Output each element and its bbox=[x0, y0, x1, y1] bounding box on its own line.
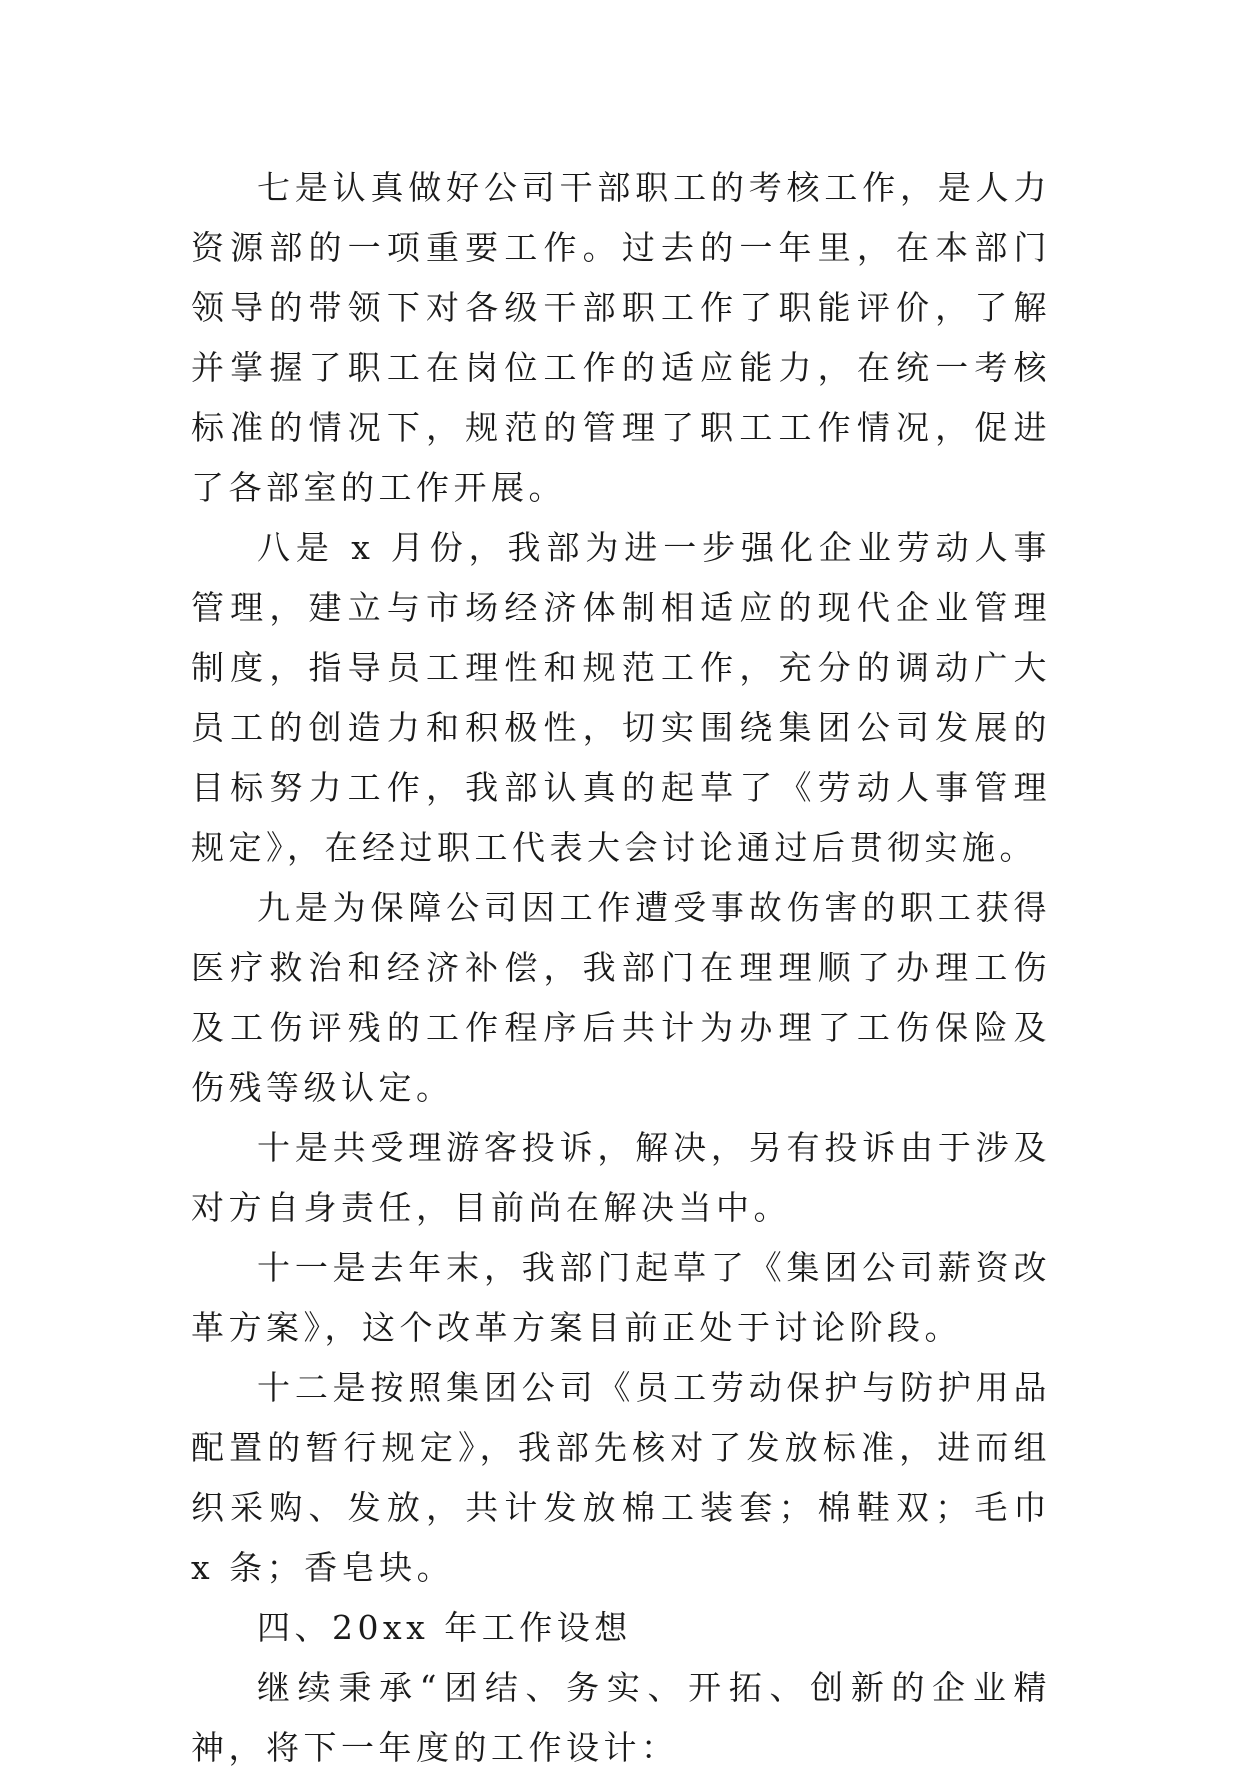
document-body bbox=[191, 158, 1051, 1778]
paragraph-eleven: 十一是去年末，我部门起草了《集团公司薪资改革方案》，这个改革方案目前正处于讨论阶段。 bbox=[191, 1248, 1051, 1347]
paragraph-continue: 继续秉承“团结、务实、开拓、创新的企业精神，将下一年度的工作设计： bbox=[191, 1668, 1051, 1767]
paragraph-twelve: 十二是按照集团公司《员工劳动保护与防护用品配置的暂行规定》，我部先核对了发放标准，进而组织采购、发放，共计发放棉工装套；棉鞋双；毛巾 x 条；香皂块。 bbox=[191, 1368, 1051, 1587]
paragraph-ten: 十是共受理游客投诉，解决，另有投诉由于涉及对方自身责任，目前尚在解决当中。 bbox=[191, 1128, 1051, 1227]
paragraph-nine: 九是为保障公司因工作遭受事故伤害的职工获得医疗救治和经济补偿，我部门在理理顺了办理工伤及工伤评残的工作程序后共计为办理了工伤保险及伤残等级认定。 bbox=[191, 888, 1051, 1107]
paragraph-eight: 八是 x 月份，我部为进一步强化企业劳动人事管理，建立与市场经济体制相适应的现代企业管理制度，指导员工理性和规范工作，充分的调动广大员工的创造力和积极性，切实围绕集团公司发展的目标努力工作，我部认真的起草了《劳动人事管理规定》，在经过职工代表大会讨论通过后贯彻实施。 bbox=[191, 528, 1051, 867]
paragraph-seven: 七是认真做好公司干部职工的考核工作，是人力资源部的一项重要工作。过去的一年里，在本部门领导的带领下对各级干部职工作了职能评价，了解并掌握了职工在岗位工作的适应能力，在统一考核标准的情况下，规范的管理了职工工作情况，促进了各部室的工作开展。 bbox=[191, 168, 1051, 507]
section-heading-work-plan: 四、20xx 年工作设想 bbox=[257, 1608, 632, 1647]
